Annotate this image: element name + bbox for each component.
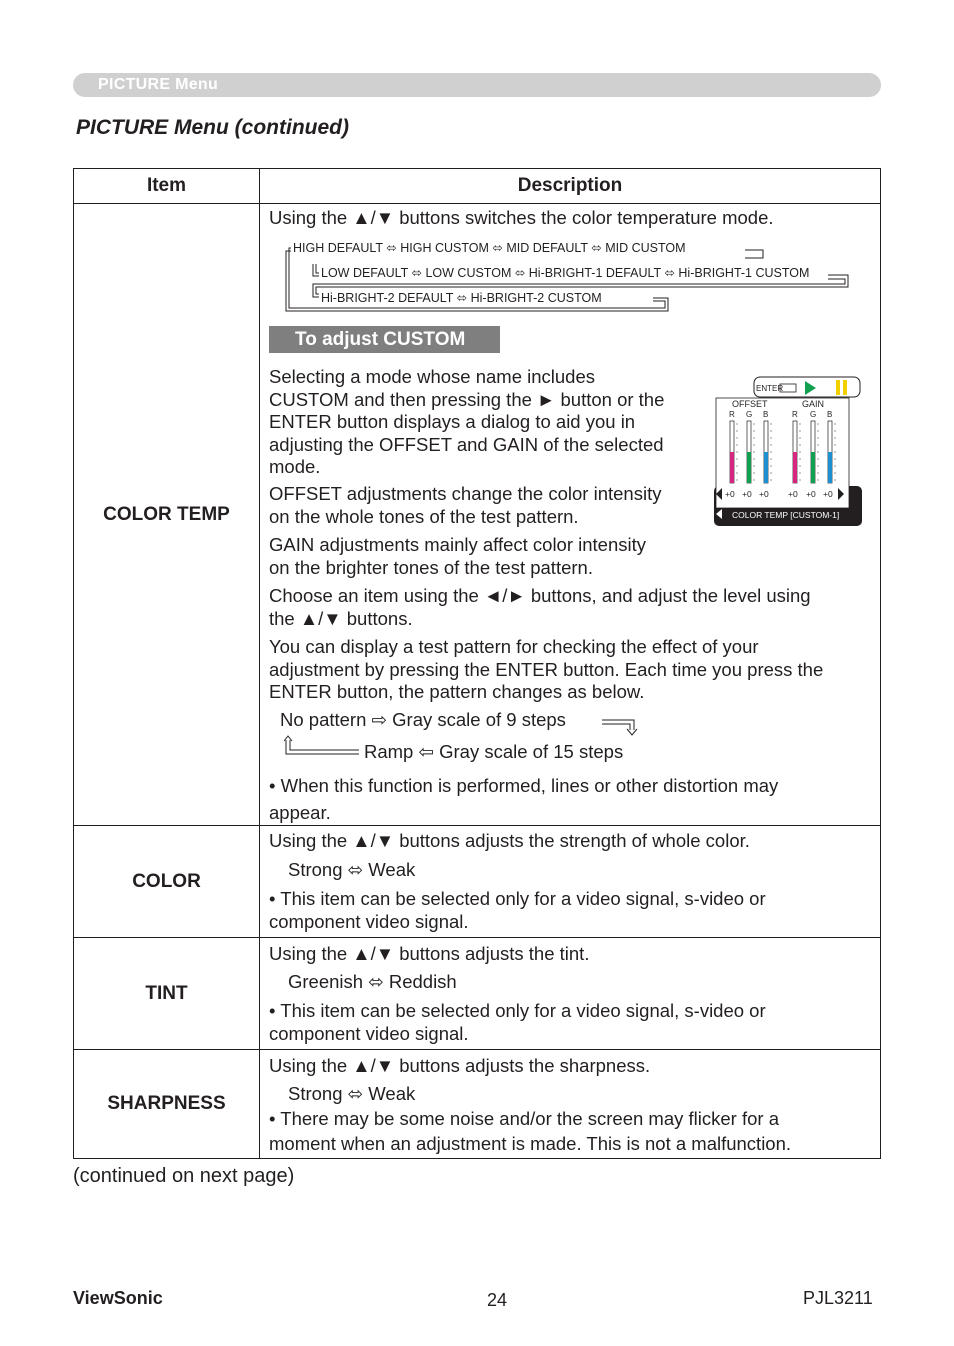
slider-fill xyxy=(828,452,832,483)
text-line: You can display a test pattern for checking the effect of your xyxy=(269,636,759,657)
text-line: ENTER button displays a dialog to aid you in xyxy=(269,411,636,432)
slider-value: +0 xyxy=(759,489,769,499)
tint-range: Greenish ⬄ Reddish xyxy=(288,971,457,992)
column-header-description: Description xyxy=(260,169,881,204)
slider-value: +0 xyxy=(742,489,752,499)
text-line: mode. xyxy=(269,456,321,477)
dialog-gain-label: GAIN xyxy=(802,399,825,409)
tint-note xyxy=(269,1000,766,1045)
color-range: Strong ⬄ Weak xyxy=(288,859,416,880)
paragraph-custom-1 xyxy=(269,366,664,479)
footer-page-number: 24 xyxy=(487,1290,508,1310)
text-line: Choose an item using the ◄/► buttons, and adjust the level using xyxy=(269,585,811,606)
channel-label: G xyxy=(746,410,753,419)
paragraph-offset xyxy=(269,483,661,528)
text-line: ENTER button, the pattern changes as below. xyxy=(269,681,645,702)
cycle-row-3: Hi-BRIGHT-2 DEFAULT ⬄ Hi-BRIGHT-2 CUSTOM xyxy=(321,291,602,305)
item-color: COLOR xyxy=(74,826,260,938)
slider-value: +0 xyxy=(823,489,833,499)
slider-fill xyxy=(793,452,797,483)
pattern-step-1: No pattern ⇨ Gray scale of 9 steps xyxy=(280,709,566,730)
color-temp-intro: Using the ▲/▼ buttons switches the color temperature mode. xyxy=(269,207,774,228)
adjust-custom-heading-text: To adjust CUSTOM xyxy=(295,329,466,350)
color-note xyxy=(269,888,766,933)
text-line: the ▲/▼ buttons. xyxy=(269,607,413,629)
slider-value: +0 xyxy=(788,489,798,499)
slider-value: +0 xyxy=(806,489,816,499)
channel-label: R xyxy=(792,410,798,419)
dialog-enter-label: ENTER xyxy=(756,384,784,393)
text-line: Selecting a mode whose name includes xyxy=(269,366,595,387)
pause-icon xyxy=(836,380,840,395)
text-line: • This item can be selected only for a video signal, s-video or xyxy=(269,888,766,909)
text-line: on the brighter tones of the test pattern. xyxy=(269,556,593,578)
color-intro: Using the ▲/▼ buttons adjusts the strength of whole color. xyxy=(269,830,750,851)
section-header-text: PICTURE Menu xyxy=(98,76,219,93)
paragraph-choose xyxy=(269,585,811,630)
text-line: component video signal. xyxy=(269,1022,469,1044)
text-line: component video signal. xyxy=(269,910,469,932)
sharpness-range: Strong ⬄ Weak xyxy=(288,1083,416,1104)
channel-label: R xyxy=(729,410,735,419)
text-line: adjustment by pressing the ENTER button. Each time you press the xyxy=(269,658,824,680)
cycle-row-1: HIGH DEFAULT ⬄ HIGH CUSTOM ⬄ MID DEFAULT ⬄ MID CUSTOM xyxy=(293,241,686,255)
page-title: PICTURE Menu (continued) xyxy=(76,116,349,139)
slider-value: +0 xyxy=(725,489,735,499)
pause-icon xyxy=(843,380,847,395)
slider-fill xyxy=(764,452,768,483)
item-tint: TINT xyxy=(74,938,260,1050)
text-line: CUSTOM and then pressing the ► button or the xyxy=(269,388,665,410)
text-line: on the whole tones of the test pattern. xyxy=(269,505,579,527)
text-line: appear. xyxy=(269,802,331,823)
item-color-temp: COLOR TEMP xyxy=(74,204,260,826)
sharpness-note xyxy=(269,1106,791,1156)
text-line: OFFSET adjustments change the color intensity xyxy=(269,483,662,504)
slider-fill xyxy=(747,452,751,483)
pattern-cycle-arrows xyxy=(284,716,639,758)
text-line: moment when an adjustment is made. This is not a malfunction. xyxy=(269,1133,792,1154)
text-line: • This item can be selected only for a video signal, s-video or xyxy=(269,1000,766,1021)
dialog-caption: COLOR TEMP [CUSTOM-1] xyxy=(732,510,840,520)
table-header-row xyxy=(74,169,881,204)
slider-fill xyxy=(811,452,815,483)
cycle-row-2: LOW DEFAULT ⬄ LOW CUSTOM ⬄ Hi-BRIGHT-1 DEFAULT ⬄ Hi-BRIGHT-1 CUSTOM xyxy=(321,266,810,280)
text-line: • When this function is performed, lines or other distortion may xyxy=(269,775,779,796)
channel-label: B xyxy=(827,410,833,419)
paragraph-gain xyxy=(269,534,646,579)
dialog-offset-label: OFFSET xyxy=(732,399,768,409)
channel-label: G xyxy=(810,410,817,419)
item-sharpness: SHARPNESS xyxy=(74,1050,260,1159)
text-line: adjusting the OFFSET and GAIN of the selected xyxy=(269,433,664,455)
column-header-item: Item xyxy=(74,169,260,204)
color-temp-note xyxy=(269,772,778,826)
tint-intro: Using the ▲/▼ buttons adjusts the tint. xyxy=(269,943,590,964)
pattern-step-2: Ramp ⇦ Gray scale of 15 steps xyxy=(364,741,624,762)
text-line: GAIN adjustments mainly affect color intensity xyxy=(269,534,647,555)
slider-fill xyxy=(730,452,734,483)
continued-note: (continued on next page) xyxy=(73,1165,295,1187)
channel-label: B xyxy=(763,410,769,419)
paragraph-test-pattern xyxy=(269,636,823,704)
adjust-custom-heading xyxy=(269,326,500,353)
footer-model: PJL3211 xyxy=(803,1288,873,1308)
text-line: • There may be some noise and/or the screen may flicker for a xyxy=(269,1108,779,1129)
custom-dialog-illustration xyxy=(712,376,864,528)
sharpness-intro: Using the ▲/▼ buttons adjusts the sharpness. xyxy=(269,1055,651,1076)
footer-brand: ViewSonic xyxy=(73,1288,163,1308)
